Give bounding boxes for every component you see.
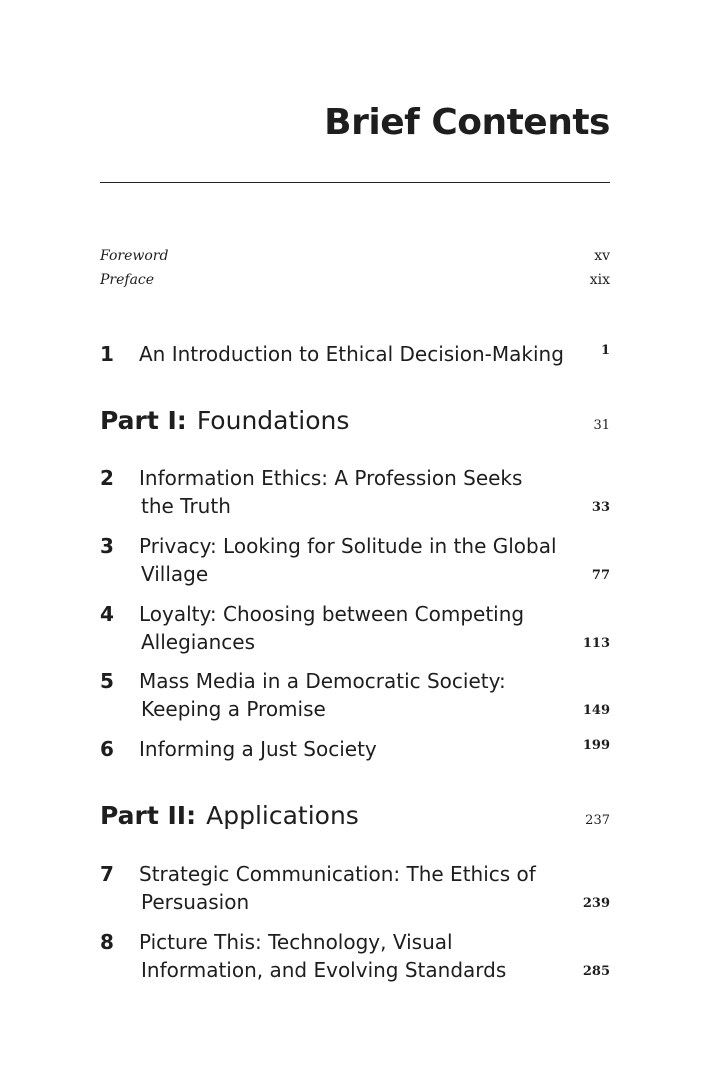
chapter-title-line: Privacy: Looking for Solitude in the Global	[139, 534, 557, 558]
chapter-title-line: Loyalty: Choosing between Competing	[139, 602, 525, 626]
part-title: Applications	[206, 801, 359, 830]
chapter-6-entry[interactable]	[100, 735, 610, 763]
chapter-number: 8	[100, 930, 114, 954]
chapter-number: 4	[100, 602, 114, 626]
chapter-number: 3	[100, 534, 114, 558]
chapter-page: 199	[582, 738, 610, 753]
front-matter-foreword[interactable]	[100, 248, 610, 270]
title-rule	[100, 182, 610, 183]
chapter-2-entry[interactable]	[100, 464, 610, 520]
chapter-page: 1	[600, 343, 610, 358]
chapter-title-line: An Introduction to Ethical Decision-Making	[139, 342, 564, 366]
chapter-title-line: Information, and Evolving Standards	[141, 958, 507, 982]
chapter-page: 285	[582, 964, 610, 979]
chapter-title-line: the Truth	[141, 494, 231, 518]
chapter-title-line: Persuasion	[141, 890, 250, 914]
chapter-number: 1	[100, 342, 114, 366]
chapter-title-line: Keeping a Promise	[141, 697, 326, 721]
chapter-title-line: Allegiances	[141, 630, 256, 654]
chapter-4-entry[interactable]	[100, 600, 610, 656]
front-matter-preface[interactable]	[100, 272, 610, 294]
chapter-page: 149	[582, 703, 610, 718]
part-page: 237	[585, 813, 610, 828]
chapter-title-line: Information Ethics: A Profession Seeks	[139, 466, 523, 490]
part-label: Part I:	[100, 406, 187, 435]
chapter-page: 77	[591, 568, 610, 583]
page-title: Brief Contents	[324, 102, 610, 143]
chapter-title-line: Informing a Just Society	[139, 737, 377, 761]
chapter-number: 5	[100, 669, 114, 693]
front-matter-page: xix	[589, 272, 610, 288]
part-title: Foundations	[196, 406, 350, 435]
part-1-heading[interactable]	[100, 406, 610, 440]
chapter-page: 113	[582, 636, 610, 651]
part-2-heading[interactable]	[100, 801, 610, 835]
chapter-title-line: Village	[141, 562, 209, 586]
chapter-8-entry[interactable]	[100, 928, 610, 984]
chapter-page: 239	[582, 896, 610, 911]
chapter-number: 7	[100, 862, 114, 886]
part-page: 31	[593, 418, 610, 433]
chapter-number: 6	[100, 737, 114, 761]
chapter-page: 33	[591, 500, 610, 515]
part-label: Part II:	[100, 801, 197, 830]
chapter-7-entry[interactable]	[100, 860, 610, 916]
chapter-title-line: Mass Media in a Democratic Society:	[139, 669, 506, 693]
chapter-title-line: Picture This: Technology, Visual	[139, 930, 453, 954]
front-matter-page: xv	[594, 248, 610, 264]
chapter-1-entry[interactable]	[100, 340, 610, 368]
chapter-3-entry[interactable]	[100, 532, 610, 588]
chapter-title-line: Strategic Communication: The Ethics of	[139, 862, 536, 886]
front-matter-label: Preface	[100, 272, 155, 288]
chapter-5-entry[interactable]	[100, 667, 610, 723]
chapter-number: 2	[100, 466, 114, 490]
front-matter-label: Foreword	[100, 248, 169, 264]
